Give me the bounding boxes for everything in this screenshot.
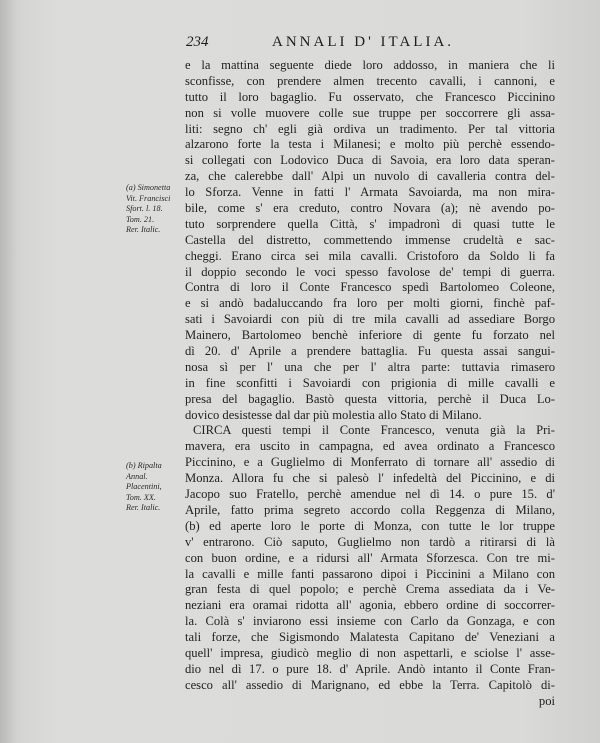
text-line: e la mattina seguente diede loro addosso, in maniera che li <box>185 58 555 72</box>
text-line: la. Colà s' inviarono essi insieme con Carlo da Gonzaga, e con <box>185 614 555 629</box>
text-line: bile, come s' era creduto, contro Novara (a); nè avendo po- <box>185 201 555 216</box>
note-line: Rer. Italic. <box>126 225 161 235</box>
text-line: Jacopo suo Fratello, perchè amendue nel dì 14. o pure 15. d' <box>185 487 555 502</box>
text-line: tutto il loro bagaglio. Fu osservato, che Francesco Piccinino <box>185 89 555 104</box>
text-line: e si andò badaluccando fra loro per molti giorni, finchè paf- <box>185 296 555 311</box>
note-line: (b) Ripalta <box>126 461 162 470</box>
text-line: Piccinino, e a Guglielmo di Monferrato di tornare all' assedio di <box>185 455 555 470</box>
text-line: si collegati con Lodovico Duca di Savoia, era loro data speran- <box>185 153 555 168</box>
note-line: Vit. Francisci <box>126 193 171 203</box>
text-line: Monza. Allora fu che si palesò l' infedeltà del Piccinino, e di <box>185 471 555 486</box>
text-line: presa del bagaglio. Bastò questa vittoria, perchè il Duca Lo- <box>185 391 555 406</box>
text-line: dovico desistesse dal dar più molestia allo Stato di Milano. <box>185 407 482 422</box>
text-line: sati i Savoiardi con più di tre mila cavalli ad assediare Borgo <box>185 312 555 327</box>
page-number: 234 <box>186 34 209 50</box>
text-line: tali forze, che Sigismondo Malatesta Capitano de' Veneziani a <box>185 630 555 645</box>
text-line: quell' impresa, giudicò meglio di non aspettarli, e sciolse l' asse- <box>185 645 555 660</box>
text-line: cheggi. Erano circa sei mila cavalli. Cristoforo da Soldo li fa <box>185 248 555 263</box>
note-line: Annal. <box>126 471 148 481</box>
text-line: (b) ed aperte loro le porte di Monza, con tutte le lor truppe <box>185 518 555 533</box>
text-line: alzarono forte la testa i Milanesi; e molto più perchè essendo- <box>185 137 555 152</box>
note-line: Rer. Italic. <box>126 503 161 513</box>
text-line: la cavalli e mille fanti passarono dipoi i Piccinini a Milano con <box>185 566 555 581</box>
text-line: dì 20. d' Aprile a prendere battaglia. Fu questa assai sangui- <box>185 344 555 359</box>
note-line: Tom. 21. <box>126 214 155 224</box>
text-line: non si volle muovere colle sue truppe per soccorrere gli assa- <box>185 105 555 120</box>
text-line: za, che calerebbe dall' Alpi un nuvolo di cavalleria contra del- <box>185 169 555 184</box>
text-line: nosa sì per l' una che per l' altra parte: tuttavia rimasero <box>185 359 555 374</box>
text-line: Aprile, fatto prima segreto accordo colla Reggenza di Milano, <box>185 502 555 517</box>
text-line: dio nel dì 17. o pure 18. d' Aprile. Andò intanto il Conte Fran- <box>185 661 555 676</box>
text-line: v' entrarono. Ciò saputo, Guglielmo non tardò a ritirarsi di là <box>185 534 555 549</box>
text-line: Mainero, Bartolomeo benchè inferiore di gente fu forzato nel <box>185 328 555 343</box>
text-line: mavera, era uscito in campagna, ed avea ordinato a Francesco <box>185 439 555 454</box>
main-text <box>185 58 555 710</box>
note-line: (a) Simonetta <box>126 183 171 192</box>
text-line: liti: segno ch' egli già ordiva un tradimento. Per tal vittoria <box>185 121 555 136</box>
page-header <box>180 34 500 54</box>
text-line: lo Sforza. Venne in fatti l' Armata Savoiarda, ma non mira- <box>185 185 555 200</box>
text-line: cesco all' assedio di Marignano, ed ebbe la Terra. Capitolò di- <box>185 677 555 692</box>
margin-note-b <box>126 461 184 514</box>
note-line: Tom. XX. <box>126 492 156 502</box>
text-line: gran festa di quel popolo; e perchè Crema assediata da i Ve- <box>185 582 555 597</box>
text-line: CIRCA questi tempi il Conte Francesco, venuta già la Pri- <box>193 423 555 438</box>
text-line: in fine sconfitti i Savoiardi con prigionia di mille cavalli e <box>185 375 555 390</box>
text-line: Contra di loro il Conte Francesco spedì Bartolomeo Coleone, <box>185 280 555 295</box>
text-line: con buon ordine, e a ridursi all' Armata Sforzesca. Con tre mi- <box>185 550 555 565</box>
catchword: poi <box>538 693 555 708</box>
text-line: Castella del distretto, commettendo immense crudeltà e sac- <box>185 232 555 247</box>
margin-note-a <box>126 183 184 236</box>
text-line: neziani era oramai ridotta all' agonia, ebbero ordine di soccorrer- <box>185 598 555 613</box>
note-line: Sfort. l. 18. <box>126 204 163 214</box>
running-title: ANNALI D' ITALIA. <box>272 34 455 50</box>
text-line: il doppio secondo le voci spesso favolose de' tempi di guerra. <box>185 264 555 279</box>
text-line: tuto sorprendere quella Città, s' impadronì di quasi tutte le <box>185 216 555 231</box>
text-line: sconfisse, con prendere almen trecento cavalli, i cannoni, e <box>185 73 555 88</box>
note-line: Placentini, <box>126 482 162 492</box>
